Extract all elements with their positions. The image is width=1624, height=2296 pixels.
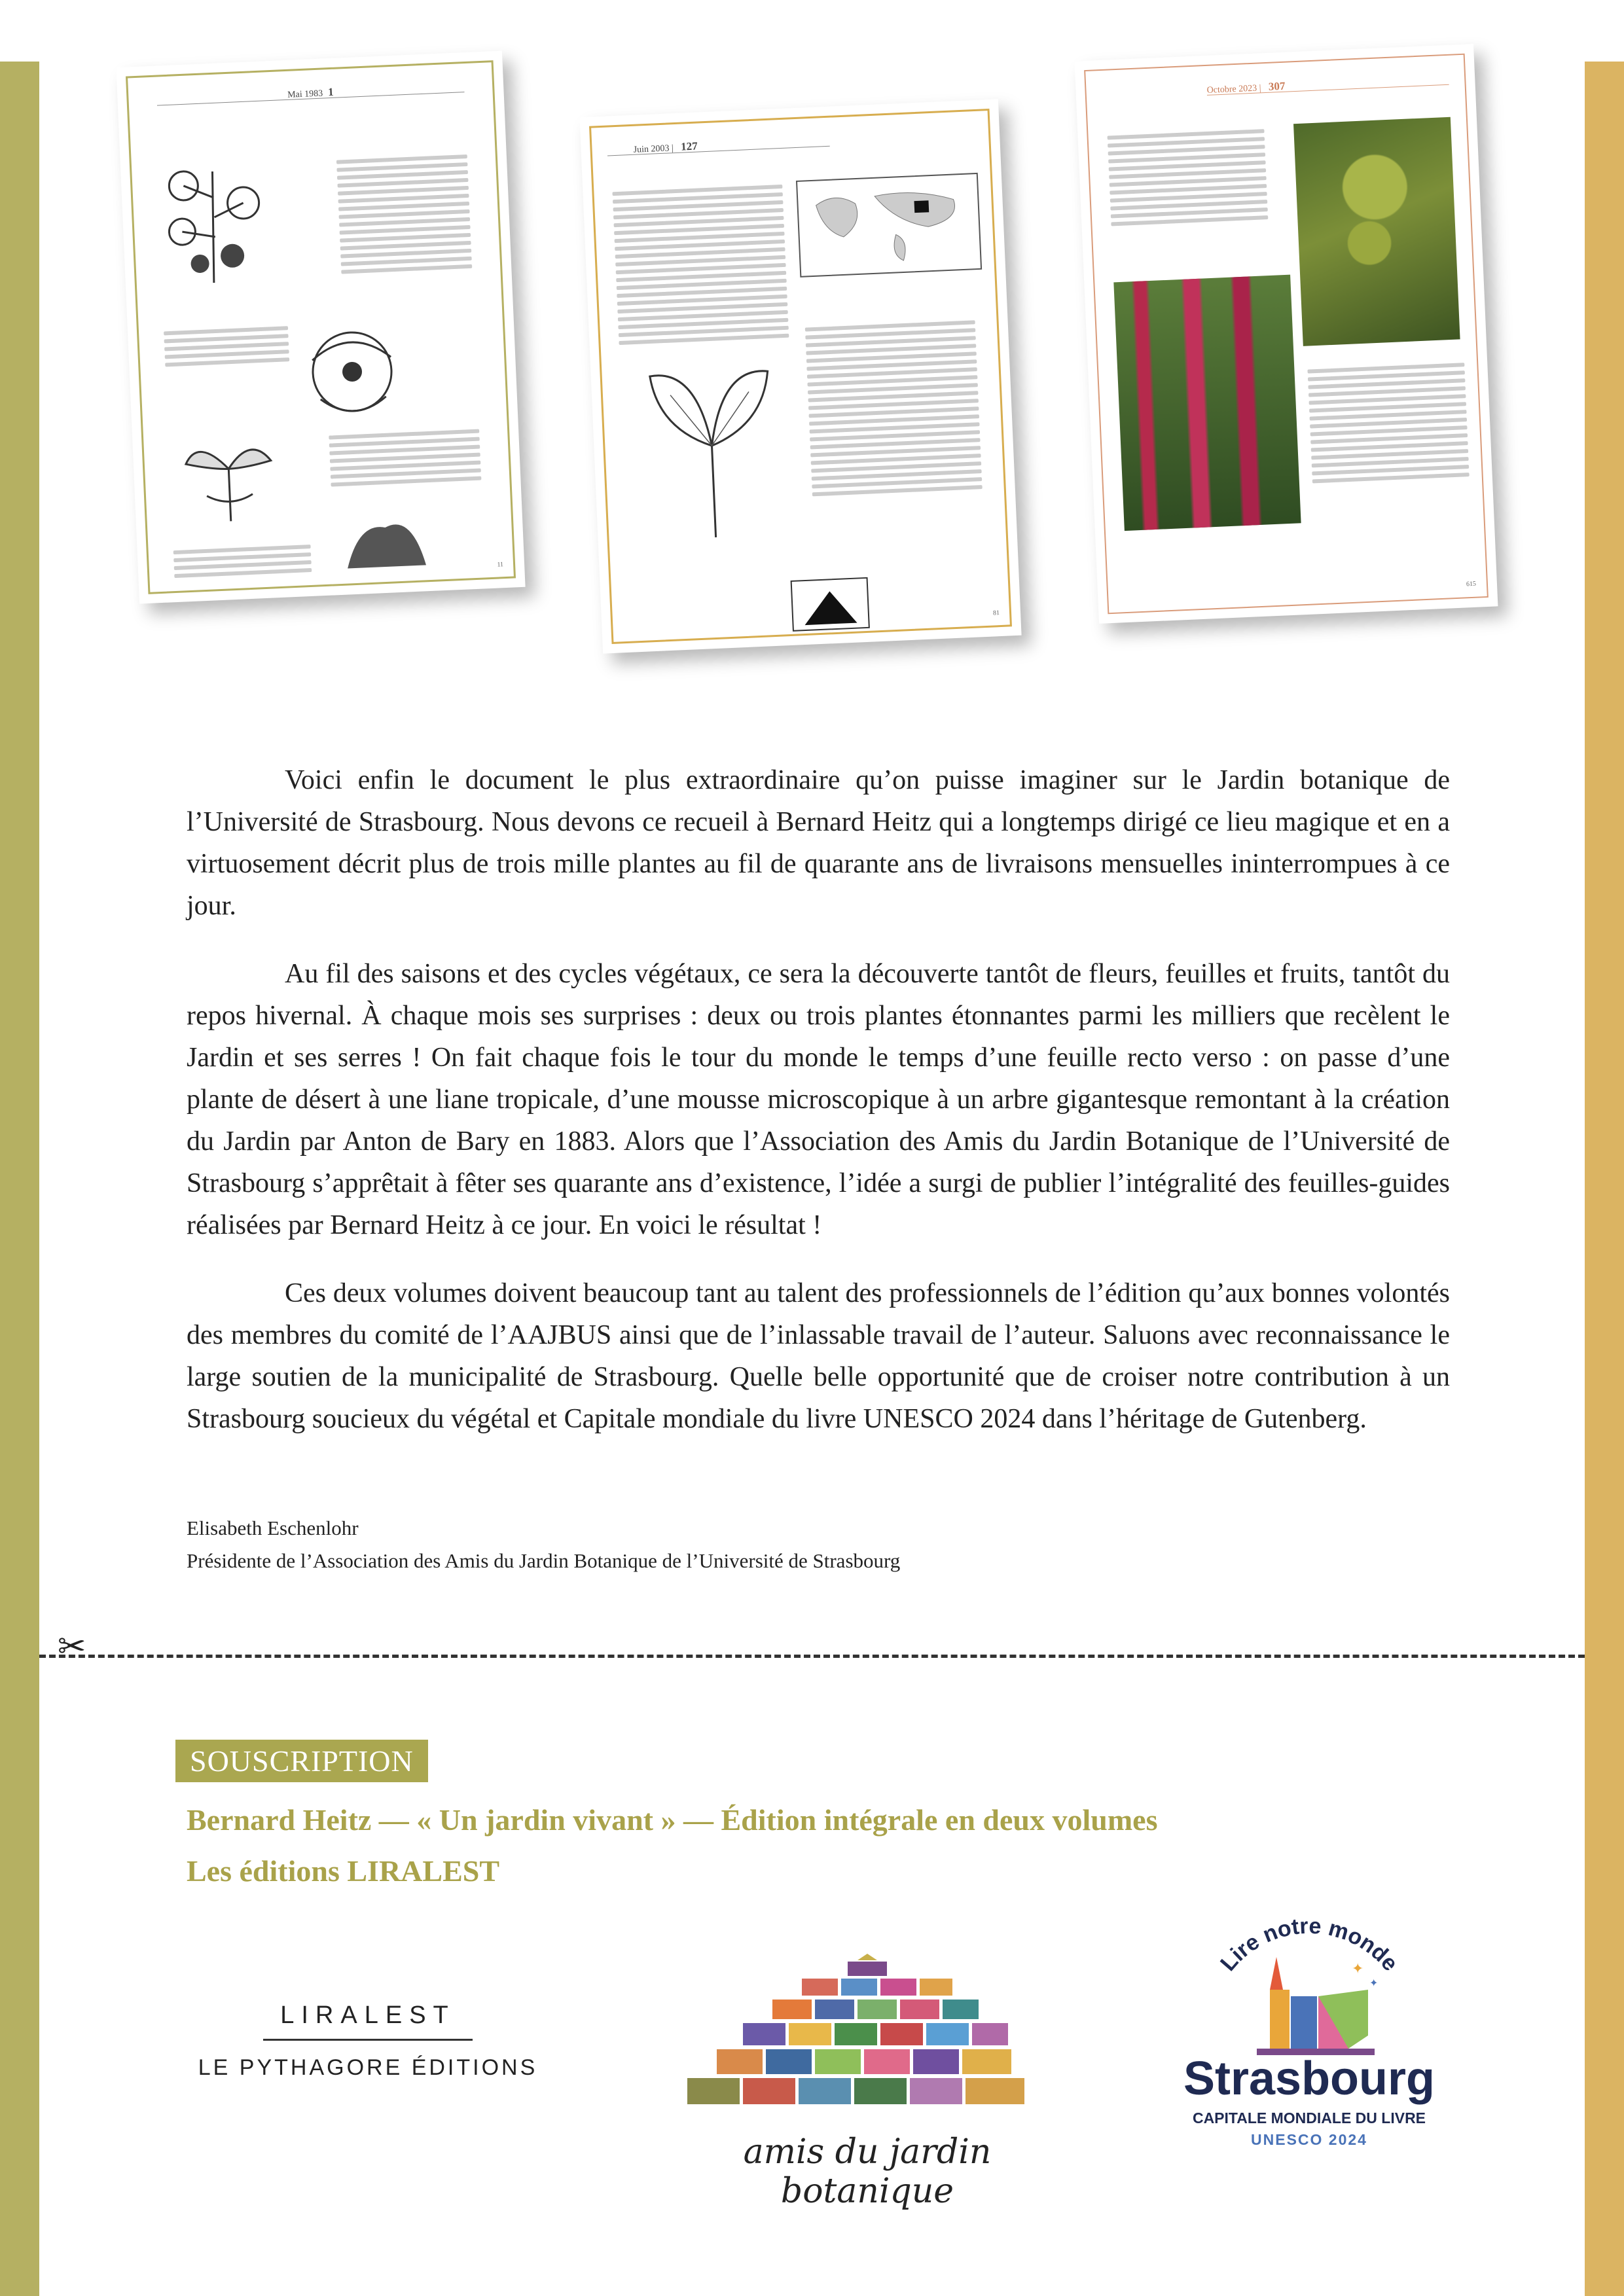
page-thumbnail-1 <box>116 51 525 604</box>
liralest-logo <box>185 2001 551 2081</box>
thumbnail-header: Juin 2003 | 127 <box>633 139 698 155</box>
photo-red-amaranth <box>1113 275 1301 531</box>
text-block <box>164 322 290 370</box>
text-block <box>1107 125 1268 230</box>
text-block <box>1307 359 1470 487</box>
subscription-title: Bernard Heitz — « Un jardin vivant » — Édition intégrale en deux volumes <box>187 1803 1158 1837</box>
paragraph: Ces deux volumes doivent beaucoup tant au talent des professionnels de l’édition qu’aux bonnes volontés des membres du comité de l’AAJBUS ainsi que de l’inlassable travail de l’auteur. Saluons avec reconnaissance le large soutien de la municipalité de Strasbourg. Quelle belle opportunité que de croiser notre contribution à un Strasbourg soucieux du végétal et Capitale mondiale du livre UNESCO 2024 dans l’héritage de Gutenberg. <box>187 1278 1450 1434</box>
text-block <box>336 151 473 278</box>
page-number: 11 <box>497 561 504 569</box>
text-block <box>612 181 789 349</box>
signature <box>187 1512 900 1577</box>
amis-jardin-botanique-logo <box>681 1947 1054 2144</box>
main-text <box>187 759 1450 1466</box>
capitale-subtitle: CAPITALE MONDIALE DU LIVRE <box>1192 2109 1426 2126</box>
page-number: 81 <box>992 609 1000 617</box>
subscription-badge: SOUSCRIPTION <box>175 1740 428 1782</box>
paragraph: Voici enfin le document le plus extraordinaire qu’on puisse imaginer sur le Jardin botanique de l’Université de Strasbourg. Nous devons ce recueil à Bernard Heitz qui a longtemps dirigé ce lieu magique et en a virtuosement décrit plus de trois mille plantes au fil de quarante ans de livraisons mensuelles ininterrompues à ce jour. <box>187 765 1450 921</box>
thumbnail-header: Mai 1983 1 <box>287 85 334 100</box>
signature-role: Présidente de l’Association des Amis du Jardin Botanique de l’Université de Strasbourg <box>187 1549 901 1572</box>
flower-illustration <box>291 317 414 433</box>
plant-illustration <box>332 506 439 576</box>
plant-illustration <box>156 156 274 291</box>
logo-arc-text: Lire notre monde <box>1216 1918 1403 1976</box>
text-block <box>329 425 482 491</box>
text-block <box>805 316 983 500</box>
photo-green-amaranth <box>1293 117 1460 346</box>
logo-block <box>790 577 871 632</box>
page-number: 615 <box>1466 580 1477 588</box>
publisher-line: Les éditions LIRALEST <box>187 1854 500 1888</box>
liralest-name: LIRALEST <box>280 2001 456 2029</box>
flower-illustration <box>171 427 287 530</box>
right-color-band <box>1585 62 1624 2296</box>
amis-jardin-botanique-text: amis du jardin botanique <box>743 2132 992 2211</box>
text-block <box>173 541 312 582</box>
paragraph: Au fil des saisons et des cycles végétaux, ce sera la découverte tantôt de fleurs, feuilles et fruits, tantôt du repos hivernal. À chaque mois ses surprises : deux ou trois plantes étonnantes parmi les milliers que recèlent le Jardin et ses serres ! On fait chaque fois le tour du monde le temps d’une feuille recto verso : on passe d’une plante de désert à une liane tropicale, d’une mousse microscopique à un arbre gigantesque remontant à la création du Jardin par Anton de Bary en 1883. Alors que l’Association des Amis du Jardin Botanique de l’Université de Strasbourg s’apprêtait à fêter ses quarante ans d’existence, l’idée a surgi de publier l’intégralité des feuilles-guides réalisées par Bernard Heitz à ce jour. En voici le résultat ! <box>187 959 1450 1240</box>
unesco-subtitle: UNESCO 2024 <box>1251 2131 1367 2148</box>
cut-line <box>39 1655 1585 1658</box>
thumbnail-header: Octobre 2023 | 307 <box>1206 79 1286 96</box>
leaf-illustration <box>629 344 795 547</box>
star-icon: ✦ <box>1352 1961 1364 1977</box>
star-icon: ✦ <box>1369 1977 1379 1989</box>
left-color-band <box>0 62 39 2296</box>
strasbourg-title: Strasbourg <box>1183 2053 1435 2105</box>
glasshouse-mosaic <box>687 1954 1024 2104</box>
logo-rule <box>263 2039 473 2041</box>
signature-name: Elisabeth Eschenlohr <box>187 1516 359 1539</box>
page-thumbnail-2 <box>579 99 1021 653</box>
world-map-illustration <box>795 172 983 278</box>
page-thumbnail-3 <box>1075 44 1498 624</box>
scissors-icon: ✂ <box>58 1627 86 1666</box>
liralest-subtitle: LE PYTHAGORE ÉDITIONS <box>198 2055 538 2080</box>
